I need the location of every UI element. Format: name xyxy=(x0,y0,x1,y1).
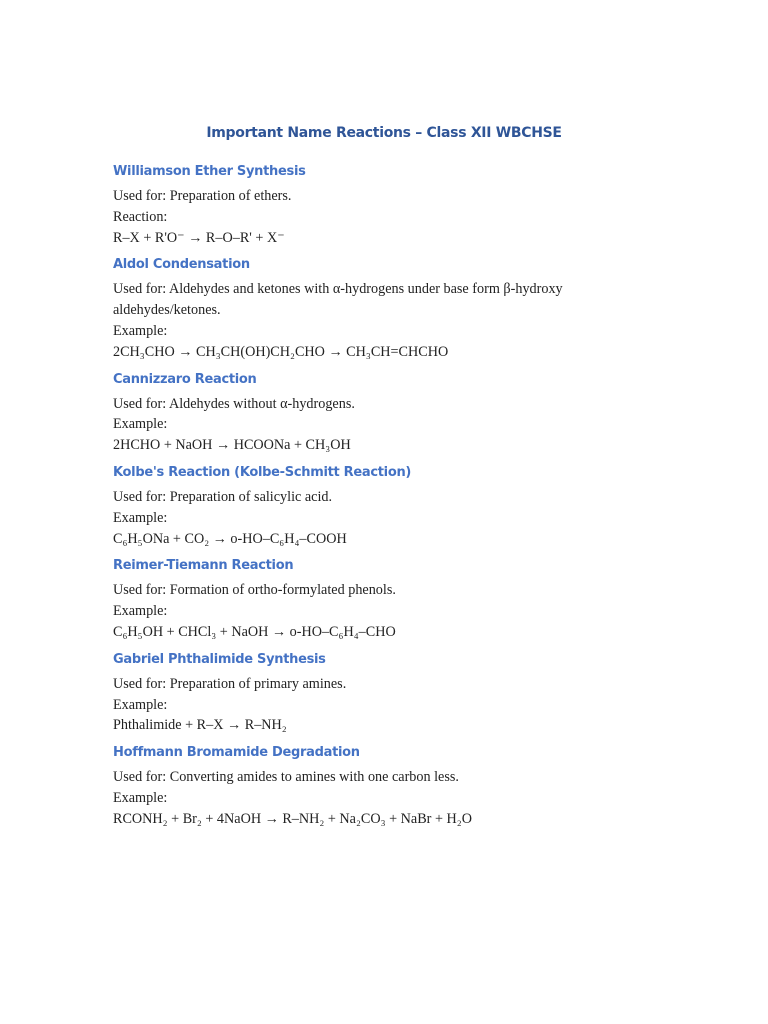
reaction-equation: Phthalimide + R–X → R–NH₂ xyxy=(113,717,287,734)
usage-text: Used for: Converting amides to amines with one carbon less. xyxy=(113,769,459,786)
reaction-equation: C₆H₅ONa + CO₂ → o-HO–C₆H₄–COOH xyxy=(113,530,347,547)
section-heading: Williamson Ether Synthesis xyxy=(113,164,306,179)
page-title: Important Name Reactions – Class XII WBCHSE xyxy=(206,125,562,141)
example-label: Example: xyxy=(113,603,168,620)
example-label: Example: xyxy=(113,416,168,433)
section-hoffmann-bromamide-degradation xyxy=(113,743,673,829)
section-kolbe-reaction xyxy=(113,463,673,549)
usage-text: Used for: Formation of ortho-formylated phenols. xyxy=(113,582,396,599)
usage-text: Used for: Preparation of primary amines. xyxy=(113,675,347,692)
reaction-equation: RCONH₂ + Br₂ + 4NaOH → R–NH₂ + Na₂CO₃ + NaBr + H₂O xyxy=(113,810,472,827)
example-label: Reaction: xyxy=(113,208,168,225)
section-heading: Aldol Condensation xyxy=(113,257,250,273)
section-heading: Hoffmann Bromamide Degradation xyxy=(113,745,360,761)
reaction-equation: C₆H₅OH + CHCl₃ + NaOH → o-HO–C₆H₄–CHO xyxy=(113,623,396,640)
section-williamson-ether-synthesis xyxy=(113,162,673,248)
usage-text: Used for: Preparation of ethers. xyxy=(113,188,292,204)
section-heading: Cannizzaro Reaction xyxy=(113,371,257,387)
section-heading: Kolbe's Reaction (Kolbe-Schmitt Reaction) xyxy=(113,464,412,480)
section-cannizzaro-reaction xyxy=(113,370,673,456)
example-label: Example: xyxy=(113,789,168,806)
section-heading: Reimer-Tiemann Reaction xyxy=(113,558,294,574)
reaction-equation: R–X + R'O⁻ → R–O–R' + X⁻ xyxy=(113,229,285,246)
section-aldol-condensation xyxy=(113,255,673,362)
usage-text: Used for: Preparation of salicylic acid. xyxy=(113,488,333,505)
reaction-equation: 2HCHO + NaOH → HCOONa + CH₃OH xyxy=(113,437,351,454)
section-gabriel-phthalimide-synthesis xyxy=(113,650,673,736)
example-label: Example: xyxy=(113,696,168,713)
usage-text: Used for: Aldehydes and ketones with α-hydrogens under base form β-hydroxy aldehydes/ketones. xyxy=(113,281,563,319)
example-label: Example: xyxy=(113,509,168,526)
section-heading: Gabriel Phthalimide Synthesis xyxy=(113,651,326,667)
section-reimer-tiemann-reaction xyxy=(113,556,673,642)
reaction-equation: 2CH₃CHO → CH₃CH(OH)CH₂CHO → CH₃CH=CHCHO xyxy=(113,343,449,360)
reactions-list xyxy=(113,162,673,837)
usage-text: Used for: Aldehydes without α-hydrogens. xyxy=(113,395,355,412)
example-label: Example: xyxy=(113,322,168,339)
